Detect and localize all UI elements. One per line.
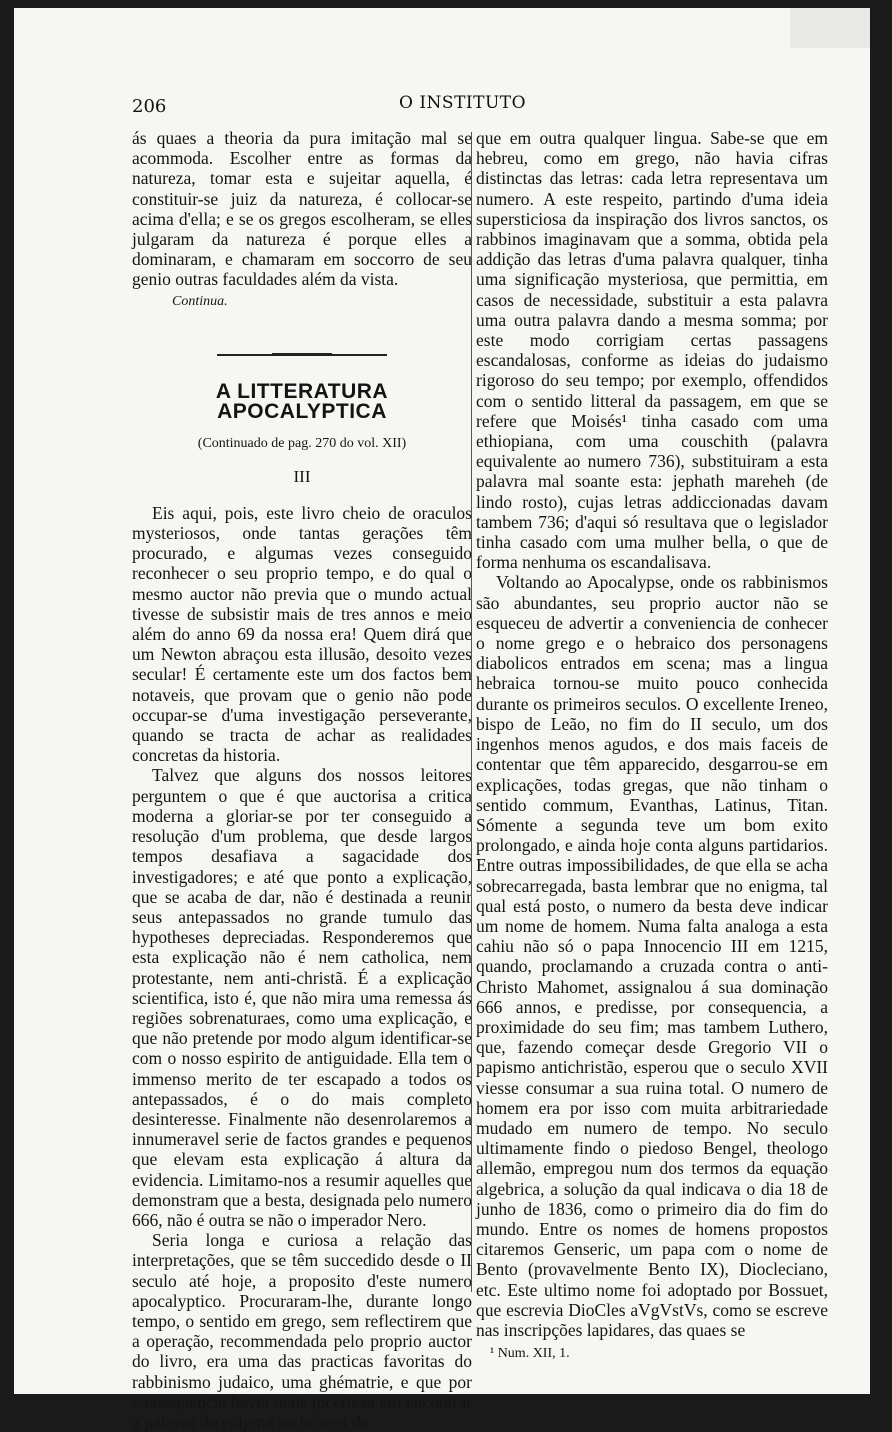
continua-note: Continua. xyxy=(172,293,228,309)
right-paragraph-0: que em outra qualquer lingua. Sabe-se que em hebreu, como em grego, não havia cifras distinctas das letras: cada letra representava um numero. A este respeito, partindo d'uma ideia supersticiosa da inspiração dos livros sanctos, os rabbinos imaginavam que a somma, obtida pela addição das letras d'uma palavra qualquer, tinha uma significação mysteriosa, que permittia, em casos de necessidade, substituir a esta palavra uma outra palavra dando a mesma somma; por este modo corrigiam certas passagens escandalosas, conforme as ideias do judaismo rigoroso do seu tempo; por exemplo, offendidos com o sentido litteral da passagem, em que se refere que Moisés¹ tinha casado com uma ethiopiana, com uma couschith (palavra equivalente ao numero 736), substituiram a esta palavra mal soante esta: jephath mareheh (de lindo rosto), cujas letras addiccionadas davam tambem 736; d'aqui só resultava que o legislador tinha casado com uma mulher bella, o que de forma nenhuma os escandalisava. xyxy=(476,128,828,573)
right-paragraph-1: Voltando ao Apocalypse, onde os rabbinismos são abundantes, seu proprio auctor não se esqueceu de advertir a conveniencia de conhecer o nome grego e o hebraico dos personagens diabolicos entrados em scena; mas a lingua hebraica tornou-se muito pouco conhecida durante os primeiros seculos. O excellente Ireneo, bispo de Leão, no fim do II seculo, um dos ingenhos menos agudos, e dos mais faceis de contentar que têm apparecido, desgarrou-se em explicações, todas gregas, que não tinham o sentido commum, Evanthas, Latinus, Titan. Sómente a segunda teve um bom exito prolongado, e ainda hoje conta alguns partidarios. Entre outras impossibilidades, de que ella se acha sobrecarregada, basta lembrar que no enigma, tal qual está posto, o numero da besta deve indicar um nome de homem. Numa falta analoga a esta cahiu não só o papa Innocencio III em 1215, quando, proclamando a cruzada contra o anti-Christo Mahomet, assignalou á sua dominação 666 annos, e predisse, por consequencia, a proximidade do seu fim; mas tambem Luthero, que, fazendo começar desde Gregorio VII o papismo antichristão, esperou que o seculo XVII viesse consumar a sua ruina total. O numero de homem era por isso com muita arbitrariedade mudado em numero de tempo. No seculo ultimamente findo o piedoso Bengel, theologo allemão, empregou num dos termos da equação algebrica, a solução da qual indicava o dia 18 de junho de 1836, como o primeiro dia do fim do mundo. Entre os nomes de homens propostos citaremos Genseric, um papa com o nome de Bento (provavelmente Bento IX), Diocleciano, etc. Este ultimo nome foi adoptado por Bossuet, que escrevia DioCles aVgVstVs, como se escreve nas inscripções lapidares, das quaes se xyxy=(476,572,828,1340)
column-divider xyxy=(471,132,473,1292)
page-number: 206 xyxy=(132,96,167,117)
section-rule xyxy=(132,340,472,360)
section-number: III xyxy=(293,466,311,486)
left-column xyxy=(132,128,472,1432)
running-title: O INSTITUTO xyxy=(399,93,527,113)
article-subtitle: (Continuado de pag. 270 do vol. XII) xyxy=(197,436,407,452)
left-paragraph-2: Talvez que alguns dos nossos leitores perguntem o que é que auctorisa a critica moderna a gloriar-se por ter conseguido a resolução d'um problema, que desde largos tempos desafiava a sagacidade dos investigadores; e até que ponto a explicação, que se acaba de dar, não é destinada a reunir seus antepassados no grande tumulo das hypotheses depreciadas. Responderemos que esta explicação não é nem catholica, nem protestante, nem anti-christã. É a explicação scientifica, isto é, que não mira uma remessa ás regiões sobrenaturaes, como uma explicação, e que não pretende por modo algum identificar-se com o nosso espirito de antiguidade. Ella tem o immenso merito de ter escapado a todos os antepassados, é o do mais completo desinteresse. Finalmente não desenrolaremos a innumeravel serie de factos grandes e pequenos que elevam esta explicação á altura da evidencia. Limitamo-nos a resumir aquelles que demonstram que a besta, designada pelo numero 666, não é outra se não o imperador Nero. xyxy=(132,765,472,1230)
footnote: ¹ Num. XII, 1. xyxy=(490,1346,570,1362)
left-paragraph-1: Eis aqui, pois, este livro cheio de oraculos mysteriosos, onde tantas gerações têm procurado, e algumas vezes conseguido reconhecer o seu proprio tempo, e do qual o mesmo auctor não previa que o mundo actual tivesse de subsistir mais de tres annos e meio além do anno 69 da nossa era! Quem dirá que um Newton abraçou esta illusão, desoito vezes secular! É certamente este um dos factos bem notaveis, que provam que o genio não pode occupar-se d'uma investigação perseverante, quando se tracta de achar as realidades concretas da historia. xyxy=(132,502,472,766)
scan-corner-shadow xyxy=(790,8,870,48)
left-paragraph-0: ás quaes a theoria da pura imitação mal se acommoda. Escolher entre as formas da natureza, tomar esta e sujeitar aquella, é constituir-se juiz da natureza, é collocar-se acima d'ella; e se os gregos escolheram, se elles julgaram da natureza é porque elles a dominaram, e chamaram em soccorro de seu genio outras faculdades além da vista. xyxy=(132,128,472,290)
scanned-page xyxy=(14,8,870,1432)
left-paragraph-3: Seria longa e curiosa a relação das interpretações, que se têm succedido desde o II seculo até hoje, a proposito d'este numero apocalyptico. Procuraram-lhe, durante longo tempo, o sentido em grego, sem reflectirem que a operação, recommendada pelo proprio auctor do livro, era uma das practicas favoritas do rabbinismo judaico, uma ghématrie, e que por consequencia havia mais incerteza em encontrar a palavra do enigma no hebreu do xyxy=(132,1230,472,1432)
rule-line xyxy=(217,354,387,356)
article-title: A LITTERATURA APOCALYPTICA xyxy=(215,380,389,424)
right-column xyxy=(476,128,828,1364)
